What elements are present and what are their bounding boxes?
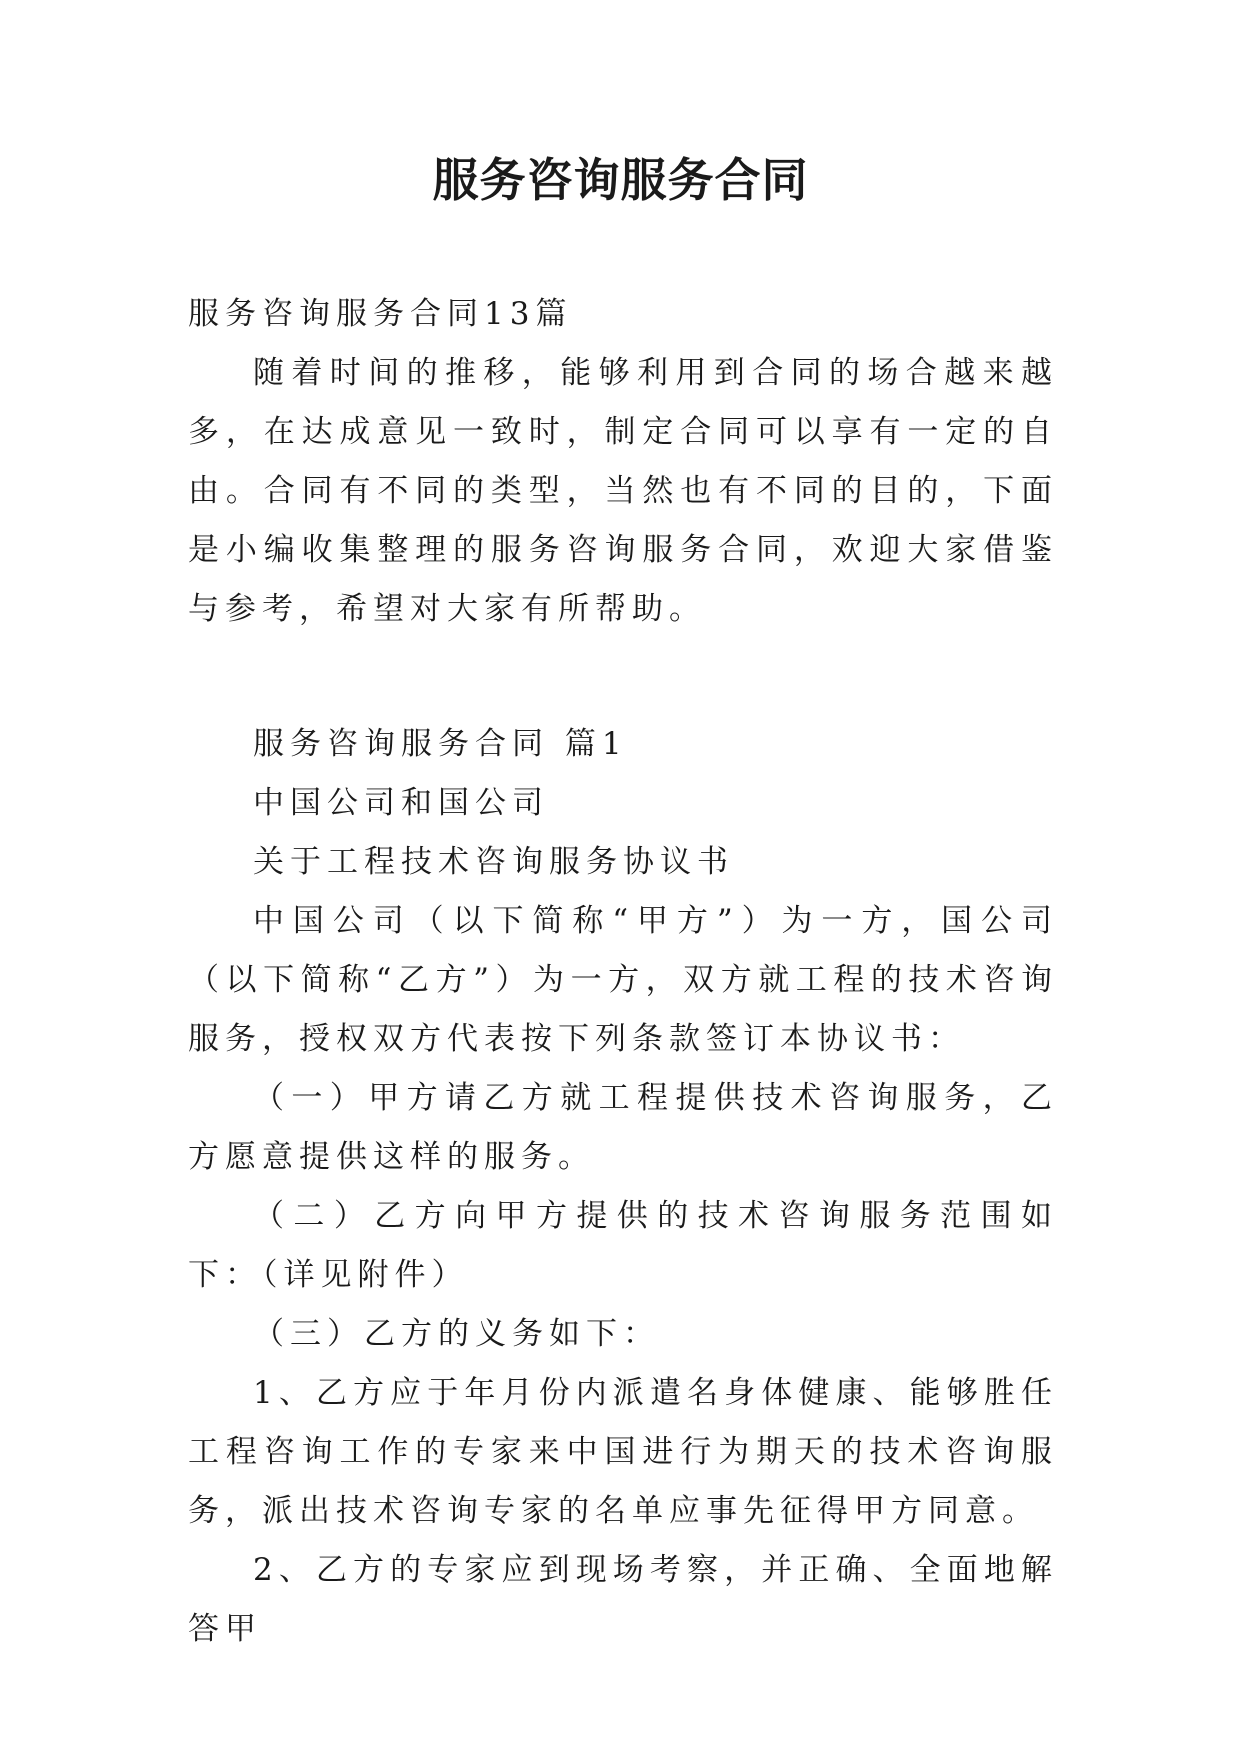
- document-body: [188, 285, 1058, 1659]
- clause-1: （一）甲方请乙方就工程提供技术咨询服务，乙方愿意提供这样的服务。: [188, 1080, 1058, 1175]
- clause-3-item-1: 1、乙方应于年月份内派遣名身体健康、能够胜任工程咨询工作的专家来中国进行为期天的技术咨询服务，派出技术咨询专家的名单应事先征得甲方同意。: [188, 1375, 1058, 1529]
- intro-paragraph: 随着时间的推移，能够利用到合同的场合越来越多，在达成意见一致时，制定合同可以享有一定的自由。合同有不同的类型，当然也有不同的目的，下面是小编收集整理的服务咨询服务合同，欢迎大家借鉴与参考，希望对大家有所帮助。: [188, 355, 1058, 627]
- section-heading: 服务咨询服务合同 篇1: [253, 726, 628, 762]
- clause-3-item-2: 2、乙方的专家应到现场考察，并正确、全面地解答甲: [188, 1552, 1058, 1647]
- agreement-title: 关于工程技术咨询服务协议书: [253, 844, 734, 880]
- document-title: 服务咨询服务合同: [432, 153, 809, 207]
- parties-line: 中国公司和国公司: [253, 785, 549, 821]
- clause-2: （二）乙方向甲方提供的技术咨询服务范围如下：（详见附件）: [188, 1198, 1058, 1293]
- parties-paragraph: 中国公司（以下简称“甲方”）为一方，国公司（以下简称“乙方”）为一方，双方就工程的技术咨询服务，授权双方代表按下列条款签订本协议书：: [188, 903, 1058, 1057]
- section-gap: [188, 639, 1058, 715]
- clause-3: （三）乙方的义务如下：: [253, 1316, 660, 1352]
- subtitle-paragraph: 服务咨询服务合同13篇: [188, 296, 573, 332]
